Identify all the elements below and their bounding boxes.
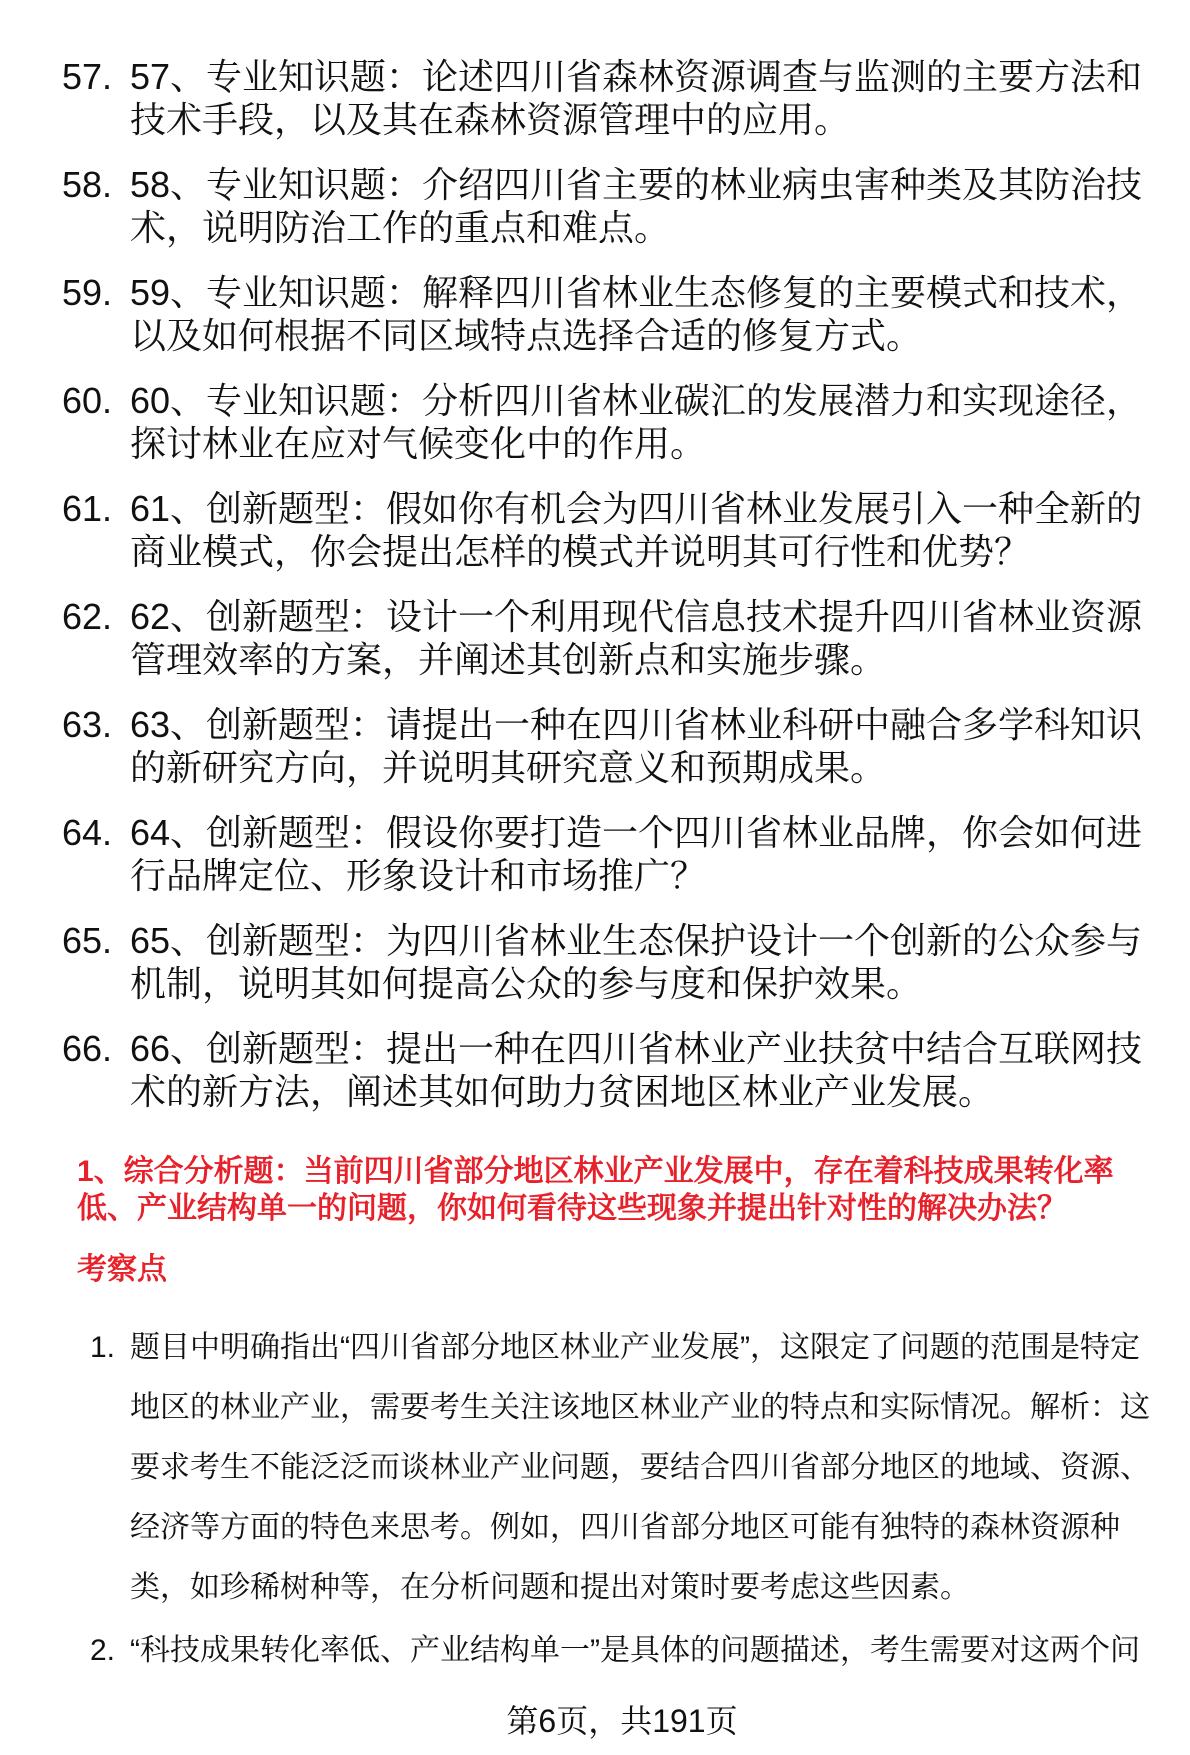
question-item [62,379,1190,465]
question-text: 64、创新题型：假设你要打造一个四川省林业品牌，你会如何进行品牌定位、形象设计和市场推广？ [130,812,1143,896]
question-text: 57、专业知识题：论述四川省森林资源调查与监测的主要方法和技术手段，以及其在森林资源管理中的应用。 [130,56,1143,140]
question-number: 66. [62,1028,113,1069]
assessment-point-text: 题目中明确指出“四川省部分地区林业产业发展”，这限定了问题的范围是特定地区的林业产业，需要考生关注该地区林业产业的特点和实际情况。解析：这要求考生不能泛泛而谈林业产业问题，要结合四川省部分地区的地域、资源、经济等方面的特色来思考。例如，四川省部分地区可能有独特的森林资源种类，如珍稀树种等，在分析问题和提出对策时要考虑这些因素。 [130,1331,1150,1604]
question-number: 62. [62,596,113,637]
question-number: 58. [62,164,113,205]
question-list [0,55,1190,1113]
question-number: 63. [62,704,113,745]
question-number: 64. [62,812,113,853]
question-text: 58、专业知识题：介绍四川省主要的林业病虫害种类及其防治技术，说明防治工作的重点和难点。 [130,164,1143,248]
question-text: 60、专业知识题：分析四川省林业碳汇的发展潜力和实现途径，探讨林业在应对气候变化中的作用。 [130,380,1143,464]
question-item [62,487,1190,573]
question-item [62,1027,1190,1113]
question-item [62,595,1190,681]
question-text: 63、创新题型：请提出一种在四川省林业科研中融合多学科知识的新研究方向，并说明其研究意义和预期成果。 [130,704,1143,788]
question-number: 61. [62,488,113,529]
question-item [62,703,1190,789]
page-indicator: 第6页，共191页 [506,1703,738,1739]
question-number: 59. [62,272,113,313]
question-text: 61、创新题型：假如你有机会为四川省林业发展引入一种全新的商业模式，你会提出怎样的模式并说明其可行性和优势？ [130,488,1143,572]
question-text: 59、专业知识题：解释四川省林业生态修复的主要模式和技术，以及如何根据不同区域特点选择合适的修复方式。 [130,272,1143,356]
assessment-point [90,1318,1190,1618]
question-number: 57. [62,56,113,97]
analysis-question-title: 1、综合分析题：当前四川省部分地区林业产业发展中，存在着科技成果转化率低、产业结构单一的问题，你如何看待这些现象并提出针对性的解决办法？ [77,1155,1114,1225]
assessment-points-list [0,1318,1190,1681]
question-item [62,55,1190,141]
assessment-points-heading: 考察点 [77,1253,167,1286]
question-number: 60. [62,380,113,421]
question-item [62,163,1190,249]
question-number: 65. [62,920,113,961]
assessment-point-number: 2. [90,1634,116,1667]
question-text: 62、创新题型：设计一个利用现代信息技术提升四川省林业资源管理效率的方案，并阐述其创新点和实施步骤。 [130,596,1143,680]
question-text: 65、创新题型：为四川省林业生态保护设计一个创新的公众参与机制，说明其如何提高公众的参与度和保护效果。 [130,920,1143,1004]
question-text: 66、创新题型：提出一种在四川省林业产业扶贫中结合互联网技术的新方法，阐述其如何助力贫困地区林业产业发展。 [130,1028,1143,1112]
question-item [62,271,1190,357]
assessment-point [90,1621,1190,1681]
assessment-point-text: “科技成果转化率低、产业结构单一”是具体的问题描述，考生需要对这两个问 [130,1634,1140,1667]
question-item [62,919,1190,1005]
assessment-point-number: 1. [90,1331,116,1364]
question-item [62,811,1190,897]
